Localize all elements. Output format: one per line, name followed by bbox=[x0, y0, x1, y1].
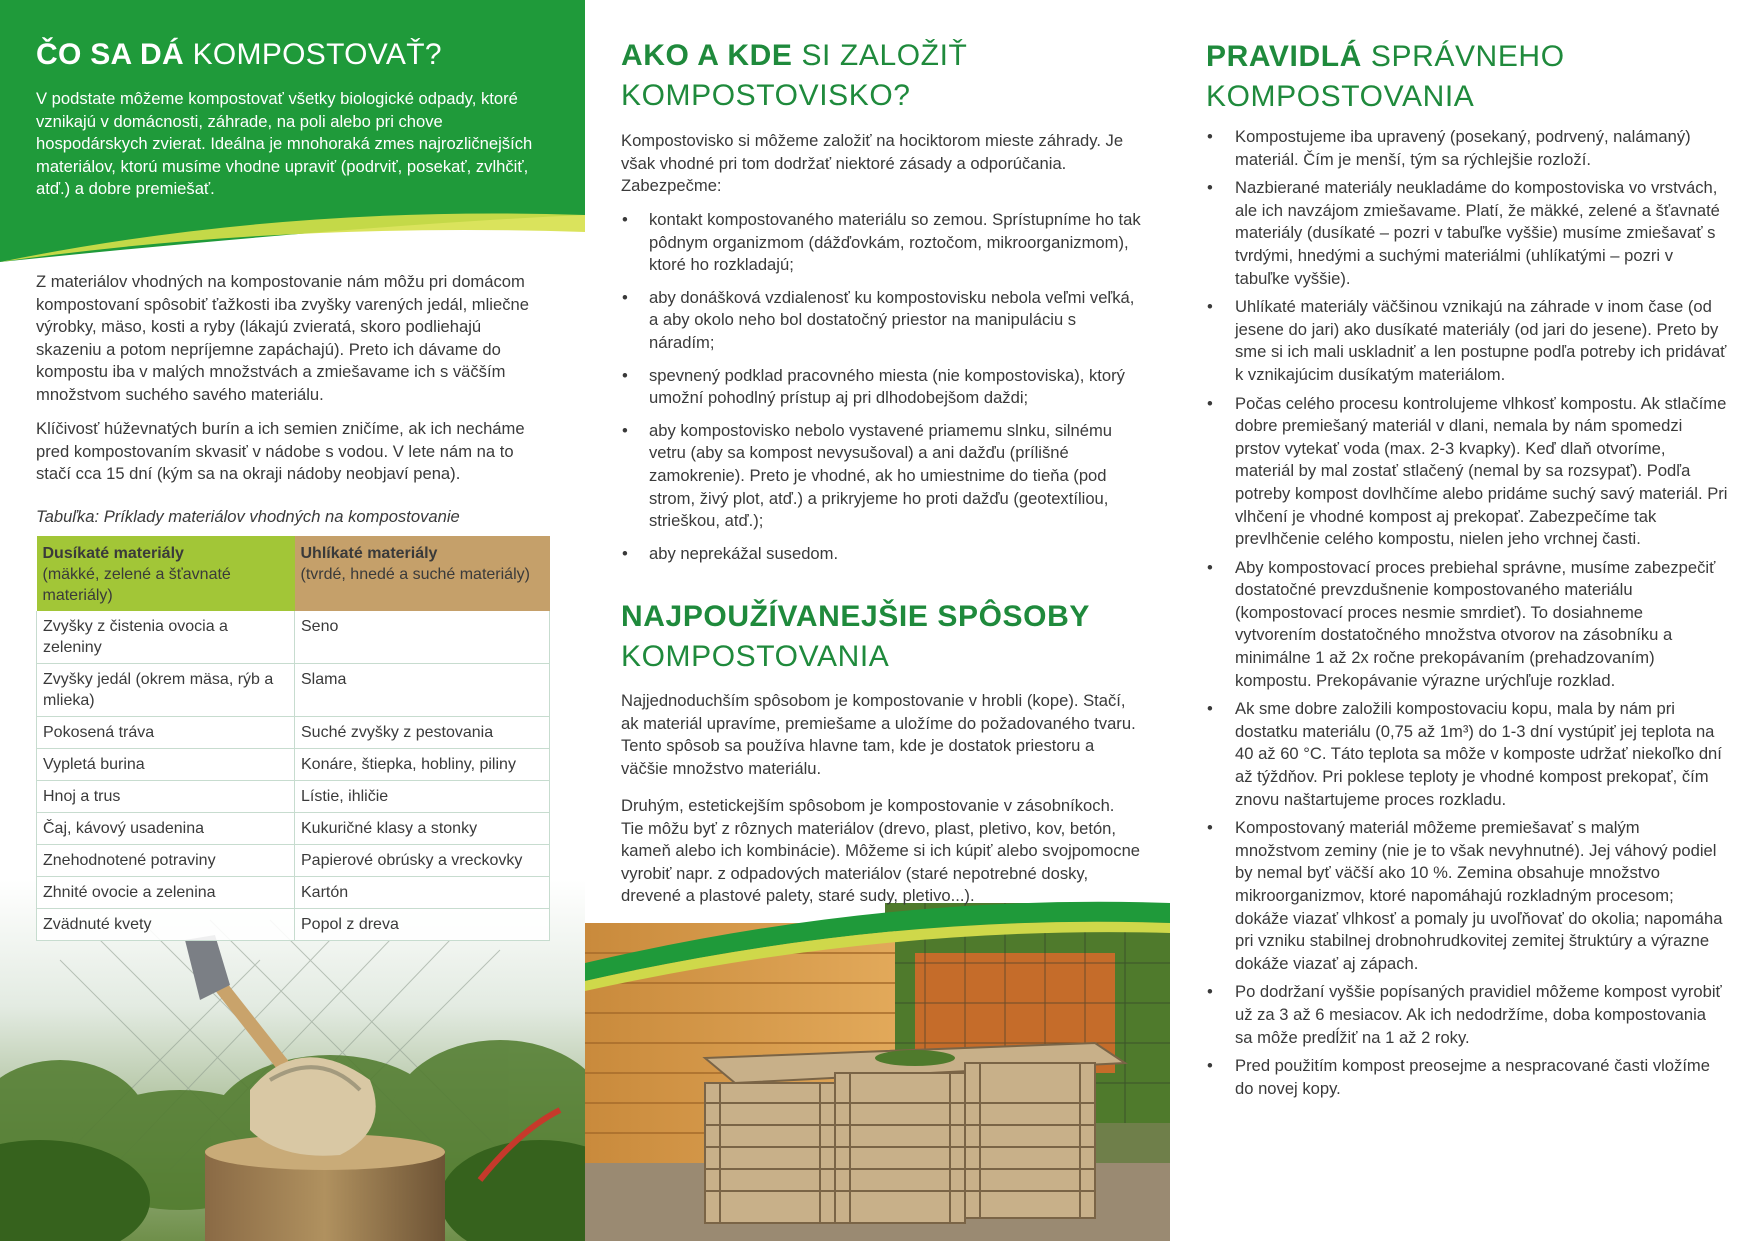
table-row bbox=[37, 717, 550, 749]
intro-paragraph: V podstate môžeme kompostovať všetky biologické odpady, ktoré vznikajú v domácnosti, záhrade, na poli alebo pri chove hospodárskych zvierat. Ideálna je mnohoraká zmes najrozličnejších materiálov, ktorú musíme vhodne upraviť (podrviť, posekať, zvlhčiť, atď.) a dobre premiešať. bbox=[36, 89, 533, 199]
table-cell: Čaj, kávový usadenina bbox=[37, 813, 295, 845]
paragraph-heap-composting: Najjednoduchším spôsobom je kompostovanie v hrobli (kope). Stačí, ak materiál upravíme, premiešame a uložíme do požadovaného tvaru. Tento spôsob sa používa hlavne tam, kde je dostatok priestoru a väčšie množstvo materiálu. bbox=[621, 691, 1136, 778]
header-carbon-materials: Uhlíkaté materiály (tvrdé, hnedé a suché materiály) bbox=[295, 536, 550, 611]
table-cell: Konáre, štiepka, hobliny, piliny bbox=[295, 749, 550, 781]
table-cell: Seno bbox=[295, 611, 550, 664]
column-what-to-compost bbox=[0, 0, 585, 1241]
composting-rules-list bbox=[1206, 126, 1728, 1106]
table-cell: Vypletá burina bbox=[37, 749, 295, 781]
table-row bbox=[37, 813, 550, 845]
list-item: • Počas celého procesu kontrolujeme vlhkosť kompostu. Ak stlačíme dobre premiešaný materiál v dlani, nemala by nám spomedzi prstov vytekať voda (max. 2-3 kvapky). Keď dlaň otvoríme, materiál by mal zostať stlačený (nemal by sa rozsypať). Podľa potreby kompost dovlhčíme alebo pridáme suchý savý materiál. Pri vlhčení je vhodné kompost aj prekopať. Zabezpečíme tak prevlhčenie celého kompostu, nielen jeho vrchnej časti. bbox=[1206, 393, 1728, 551]
list-item: • Po dodržaní vyššie popísaných pravidiel môžeme kompost vyrobiť už za 3 až 6 mesiacov. Ak ich nedodržíme, doba kompostovania sa môže predĺžiť na 1 až 2 roky. bbox=[1206, 981, 1728, 1049]
table-cell: Pokosená tráva bbox=[37, 717, 295, 749]
list-item: • Pred použitím kompost preosejme a nespracované časti vložíme do novej kopy. bbox=[1206, 1055, 1728, 1100]
paragraph-weeds: Klíčivosť húževnatých burín a ich semien zničíme, ak ich necháme pred kompostovaním skvasiť v nádobe s vodou. V lete nám na to stačí cca 15 dní (kým sa na okraji nádoby neobjaví pena). bbox=[36, 419, 525, 484]
table-cell: Papierové obrúsky a vreckovky bbox=[295, 845, 550, 877]
table-row bbox=[37, 611, 550, 664]
table-cell: Kartón bbox=[295, 877, 550, 909]
table-cell: Kukuričné klasy a stonky bbox=[295, 813, 550, 845]
list-item: • aby neprekážal susedom. bbox=[621, 543, 1141, 566]
table-cell: Slama bbox=[295, 664, 550, 717]
materials-table bbox=[36, 536, 550, 941]
list-item: • kontakt kompostovaného materiálu so zemou. Sprístupníme ho tak pôdnym organizmom (dážďovkám, roztočom, mikroorganizmom), ktoré ho rozkladajú; bbox=[621, 209, 1141, 277]
paragraph-compost-site: Kompostovisko si môžeme založiť na hociktorom mieste záhrady. Je však vhodné pri tom dodržať niektoré zásady a odporúčania. Zabezpečme: bbox=[621, 131, 1124, 196]
paragraph-problem-materials: Z materiálov vhodných na kompostovanie nám môžu pri domácom kompostovaní spôsobiť ťažkosti iba zvyšky varených jedál, mliečne výrobky, mäso, kosti a ryby (lákajú zvieratá, skoro podliehajú skazeniu a potom nepríjemne zapáchajú). Preto ich dávame do kompostu iba v malých množstvách a zmiešavame ich s väčším množstvom suchého savého materiálu. bbox=[36, 272, 529, 404]
list-item: • aby donášková vzdialenosť ku kompostovisku nebola veľmi veľká, a aby okolo neho bol dostatočný priestor na manipuláciu s náradím; bbox=[621, 287, 1141, 355]
table-cell: Zvyšky z čistenia ovocia a zeleniny bbox=[37, 611, 295, 664]
paragraph-bin-composting: Druhým, estetickejším spôsobom je kompostovanie v zásobníkoch. Tie môžu byť z rôznych materiálov (drevo, plast, pletivo, kov, betón, kameň alebo ich kombinácie). Môžeme si ich kúpiť alebo svojpomocne vyrobiť napr. z odpadových materiálov (staré nepotrebné dosky, drevené a plastové palety, staré sudy, pletivo...). bbox=[621, 796, 1141, 906]
table-cell: Hnoj a trus bbox=[37, 781, 295, 813]
table-row bbox=[37, 909, 550, 941]
section-title-methods: NAJPOUŽÍVANEJŠIE SPÔSOBY KOMPOSTOVANIA bbox=[621, 600, 1090, 673]
table-cell: Zhnité ovocie a zelenina bbox=[37, 877, 295, 909]
table-cell: Zvädnuté kvety bbox=[37, 909, 295, 941]
list-item: • Ak sme dobre založili kompostovaciu kopu, mala by nám pri dostatku materiálu (0,75 až 1m³) do 1-3 dní vystúpiť jej teplota na 40 až 60 °C. Táto teplota sa môže v komposte udržať niekoľko dní až týždňov. Pri poklese teploty je vhodné kompost prekopať, čím znovu naštartujeme proces rozkladu. bbox=[1206, 698, 1728, 811]
list-item: • Aby kompostovací proces prebiehal správne, musíme zabezpečiť dostatočné prevzdušnenie kompostovaného materiálu (kompostovací proces nesmie smrdieť). To dosiahneme vytvorením dostatočného množstva otvorov na zásobníku a minimálne 1 až 2x ročne prekopávaním (prehadzovaním) kompostu. Prekopávanie výrazne urýchľuje rozklad. bbox=[1206, 557, 1728, 693]
table-row bbox=[37, 781, 550, 813]
photo-wooden-compost-bins bbox=[585, 863, 1170, 1241]
table-cell: Zvyšky jedál (okrem mäsa, rýb a mlieka) bbox=[37, 664, 295, 717]
list-item: • Uhlíkaté materiály väčšinou vznikajú na záhrade v inom čase (od jesene do jari) ako dusíkaté materiály (od jari do jesene). Preto by sme si ich mali uskladniť a len postupne podľa potreby ich pridávať k vznikajúcim dusíkatým materiálom. bbox=[1206, 296, 1728, 386]
list-item: • Kompostujeme iba upravený (posekaný, podrvený, nalámaný) materiál. Čím je menší, tým sa rýchlejšie rozloží. bbox=[1206, 126, 1728, 171]
table-row bbox=[37, 749, 550, 781]
table-caption: Tabuľka: Príklady materiálov vhodných na kompostovanie bbox=[36, 507, 460, 526]
table-cell: Znehodnotené potraviny bbox=[37, 845, 295, 877]
table-row bbox=[37, 845, 550, 877]
header-nitrogen-materials: Dusíkaté materiály (mäkké, zelené a šťavnaté materiály) bbox=[37, 536, 295, 611]
table-cell: Suché zvyšky z pestovania bbox=[295, 717, 550, 749]
list-item: • aby kompostovisko nebolo vystavené priamemu slnku, silnému vetru (aby sa kompost nevysušoval) a ani dažďu (prílišné zamokrenie). Preto je vhodné, ak ho umiestnime do tieňa (pod strom, živý plot, atď.) a prikryjeme ho proti dažďu (geotextíliou, strieškou, atď.); bbox=[621, 420, 1141, 533]
section-title-how-where: AKO A KDE SI ZALOŽIŤ KOMPOSTOVISKO? bbox=[621, 39, 968, 112]
table-row bbox=[37, 877, 550, 909]
list-item: • Nazbierané materiály neukladáme do kompostoviska vo vrstvách, ale ich navzájom zmiešavame. Platí, že mäkké, zelené a šťavnaté materiály (dusíkaté – pozri v tabuľke vyššie) musíme zmiešavať s tvrdými, hnedými a suchými materiálmi (uhlíkatými – pozri v tabuľke vyššie). bbox=[1206, 177, 1728, 290]
section-title-what-to-compost: ČO SA DÁ KOMPOSTOVAŤ? bbox=[36, 38, 442, 71]
list-item: • Kompostovaný materiál môžeme premiešavať s malým množstvom zeminy (nie je to však nevyhnutné). Jej váhový podiel by nemal byť väčší ako 10 %. Zemina obsahuje množstvo mikroorganizmov, ktoré napomáhajú rozkladným procesom; dokáže viazať vlhkosť a pomaly ju uvoľňovať do okolia; napomáha pri vzniku stabilnej drobnohrudkovitej zemitej štruktúry a výrazne dokáže viazať aj zápach. bbox=[1206, 817, 1728, 975]
table-cell: Lístie, ihličie bbox=[295, 781, 550, 813]
site-conditions-list bbox=[621, 209, 1141, 575]
table-cell: Popol z dreva bbox=[295, 909, 550, 941]
table-row bbox=[37, 664, 550, 717]
list-item: • spevnený podklad pracovného miesta (nie kompostoviska), ktorý umožní pohodlný prístup aj pri dlhodobejšom daždi; bbox=[621, 365, 1141, 410]
column-rules bbox=[1170, 0, 1754, 1241]
column-how-where bbox=[585, 0, 1170, 1241]
section-title-rules: PRAVIDLÁ SPRÁVNEHO KOMPOSTOVANIA bbox=[1206, 40, 1565, 113]
